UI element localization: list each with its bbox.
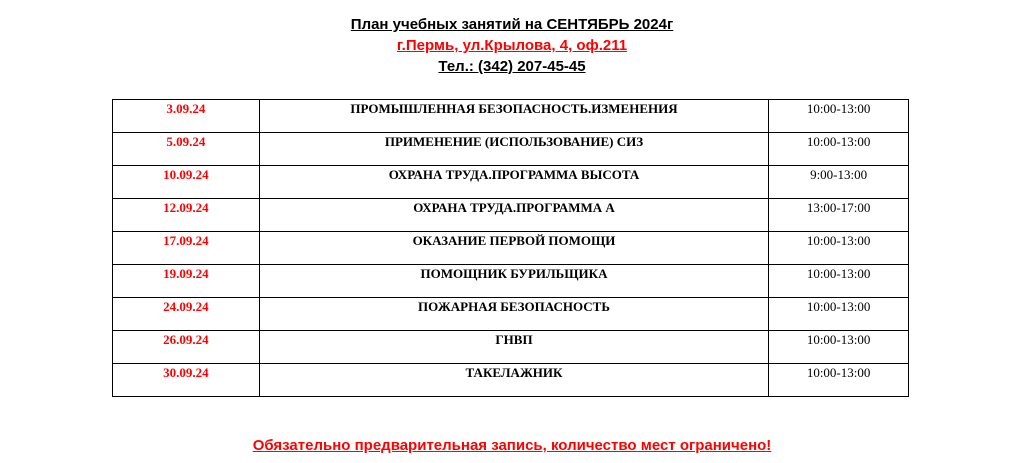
booking-notice: Обязательно предварительная запись, количество мест ограничено! [252,437,772,454]
document-header [0,14,1024,77]
date-cell: 24.09.24 [113,298,260,331]
time-cell: 10:00-13:00 [769,100,909,133]
page-title: План учебных занятий на СЕНТЯБРЬ 2024г [350,16,674,33]
subject-cell: ПРОМЫШЛЕННАЯ БЕЗОПАСНОСТЬ.ИЗМЕНЕНИЯ [259,100,768,133]
schedule-table [112,99,909,397]
date-cell: 5.09.24 [113,133,260,166]
table-row [113,100,909,133]
date-cell: 3.09.24 [113,100,260,133]
time-cell: 10:00-13:00 [769,133,909,166]
table-row [113,199,909,232]
time-cell: 9:00-13:00 [769,166,909,199]
date-cell: 12.09.24 [113,199,260,232]
subject-cell: ПОМОЩНИК БУРИЛЬЩИКА [259,265,768,298]
time-cell: 10:00-13:00 [769,232,909,265]
schedule-body [113,100,909,397]
table-row [113,133,909,166]
date-cell: 17.09.24 [113,232,260,265]
table-row [113,364,909,397]
subject-cell: ОХРАНА ТРУДА.ПРОГРАММА А [259,199,768,232]
address-line: г.Пермь, ул.Крылова, 4, оф.211 [396,37,628,54]
table-row [113,265,909,298]
subject-cell: ОХРАНА ТРУДА.ПРОГРАММА ВЫСОТА [259,166,768,199]
subject-cell: ПРИМЕНЕНИЕ (ИСПОЛЬЗОВАНИЕ) СИЗ [259,133,768,166]
time-cell: 10:00-13:00 [769,364,909,397]
time-cell: 10:00-13:00 [769,265,909,298]
table-row [113,232,909,265]
time-cell: 13:00-17:00 [769,199,909,232]
table-row [113,166,909,199]
date-cell: 30.09.24 [113,364,260,397]
date-cell: 10.09.24 [113,166,260,199]
time-cell: 10:00-13:00 [769,331,909,364]
subject-cell: ГНВП [259,331,768,364]
date-cell: 26.09.24 [113,331,260,364]
table-row [113,298,909,331]
subject-cell: ТАКЕЛАЖНИК [259,364,768,397]
table-row [113,331,909,364]
date-cell: 19.09.24 [113,265,260,298]
phone-line: Тел.: (342) 207-45-45 [438,58,586,75]
subject-cell: ОКАЗАНИЕ ПЕРВОЙ ПОМОЩИ [259,232,768,265]
time-cell: 10:00-13:00 [769,298,909,331]
subject-cell: ПОЖАРНАЯ БЕЗОПАСНОСТЬ [259,298,768,331]
